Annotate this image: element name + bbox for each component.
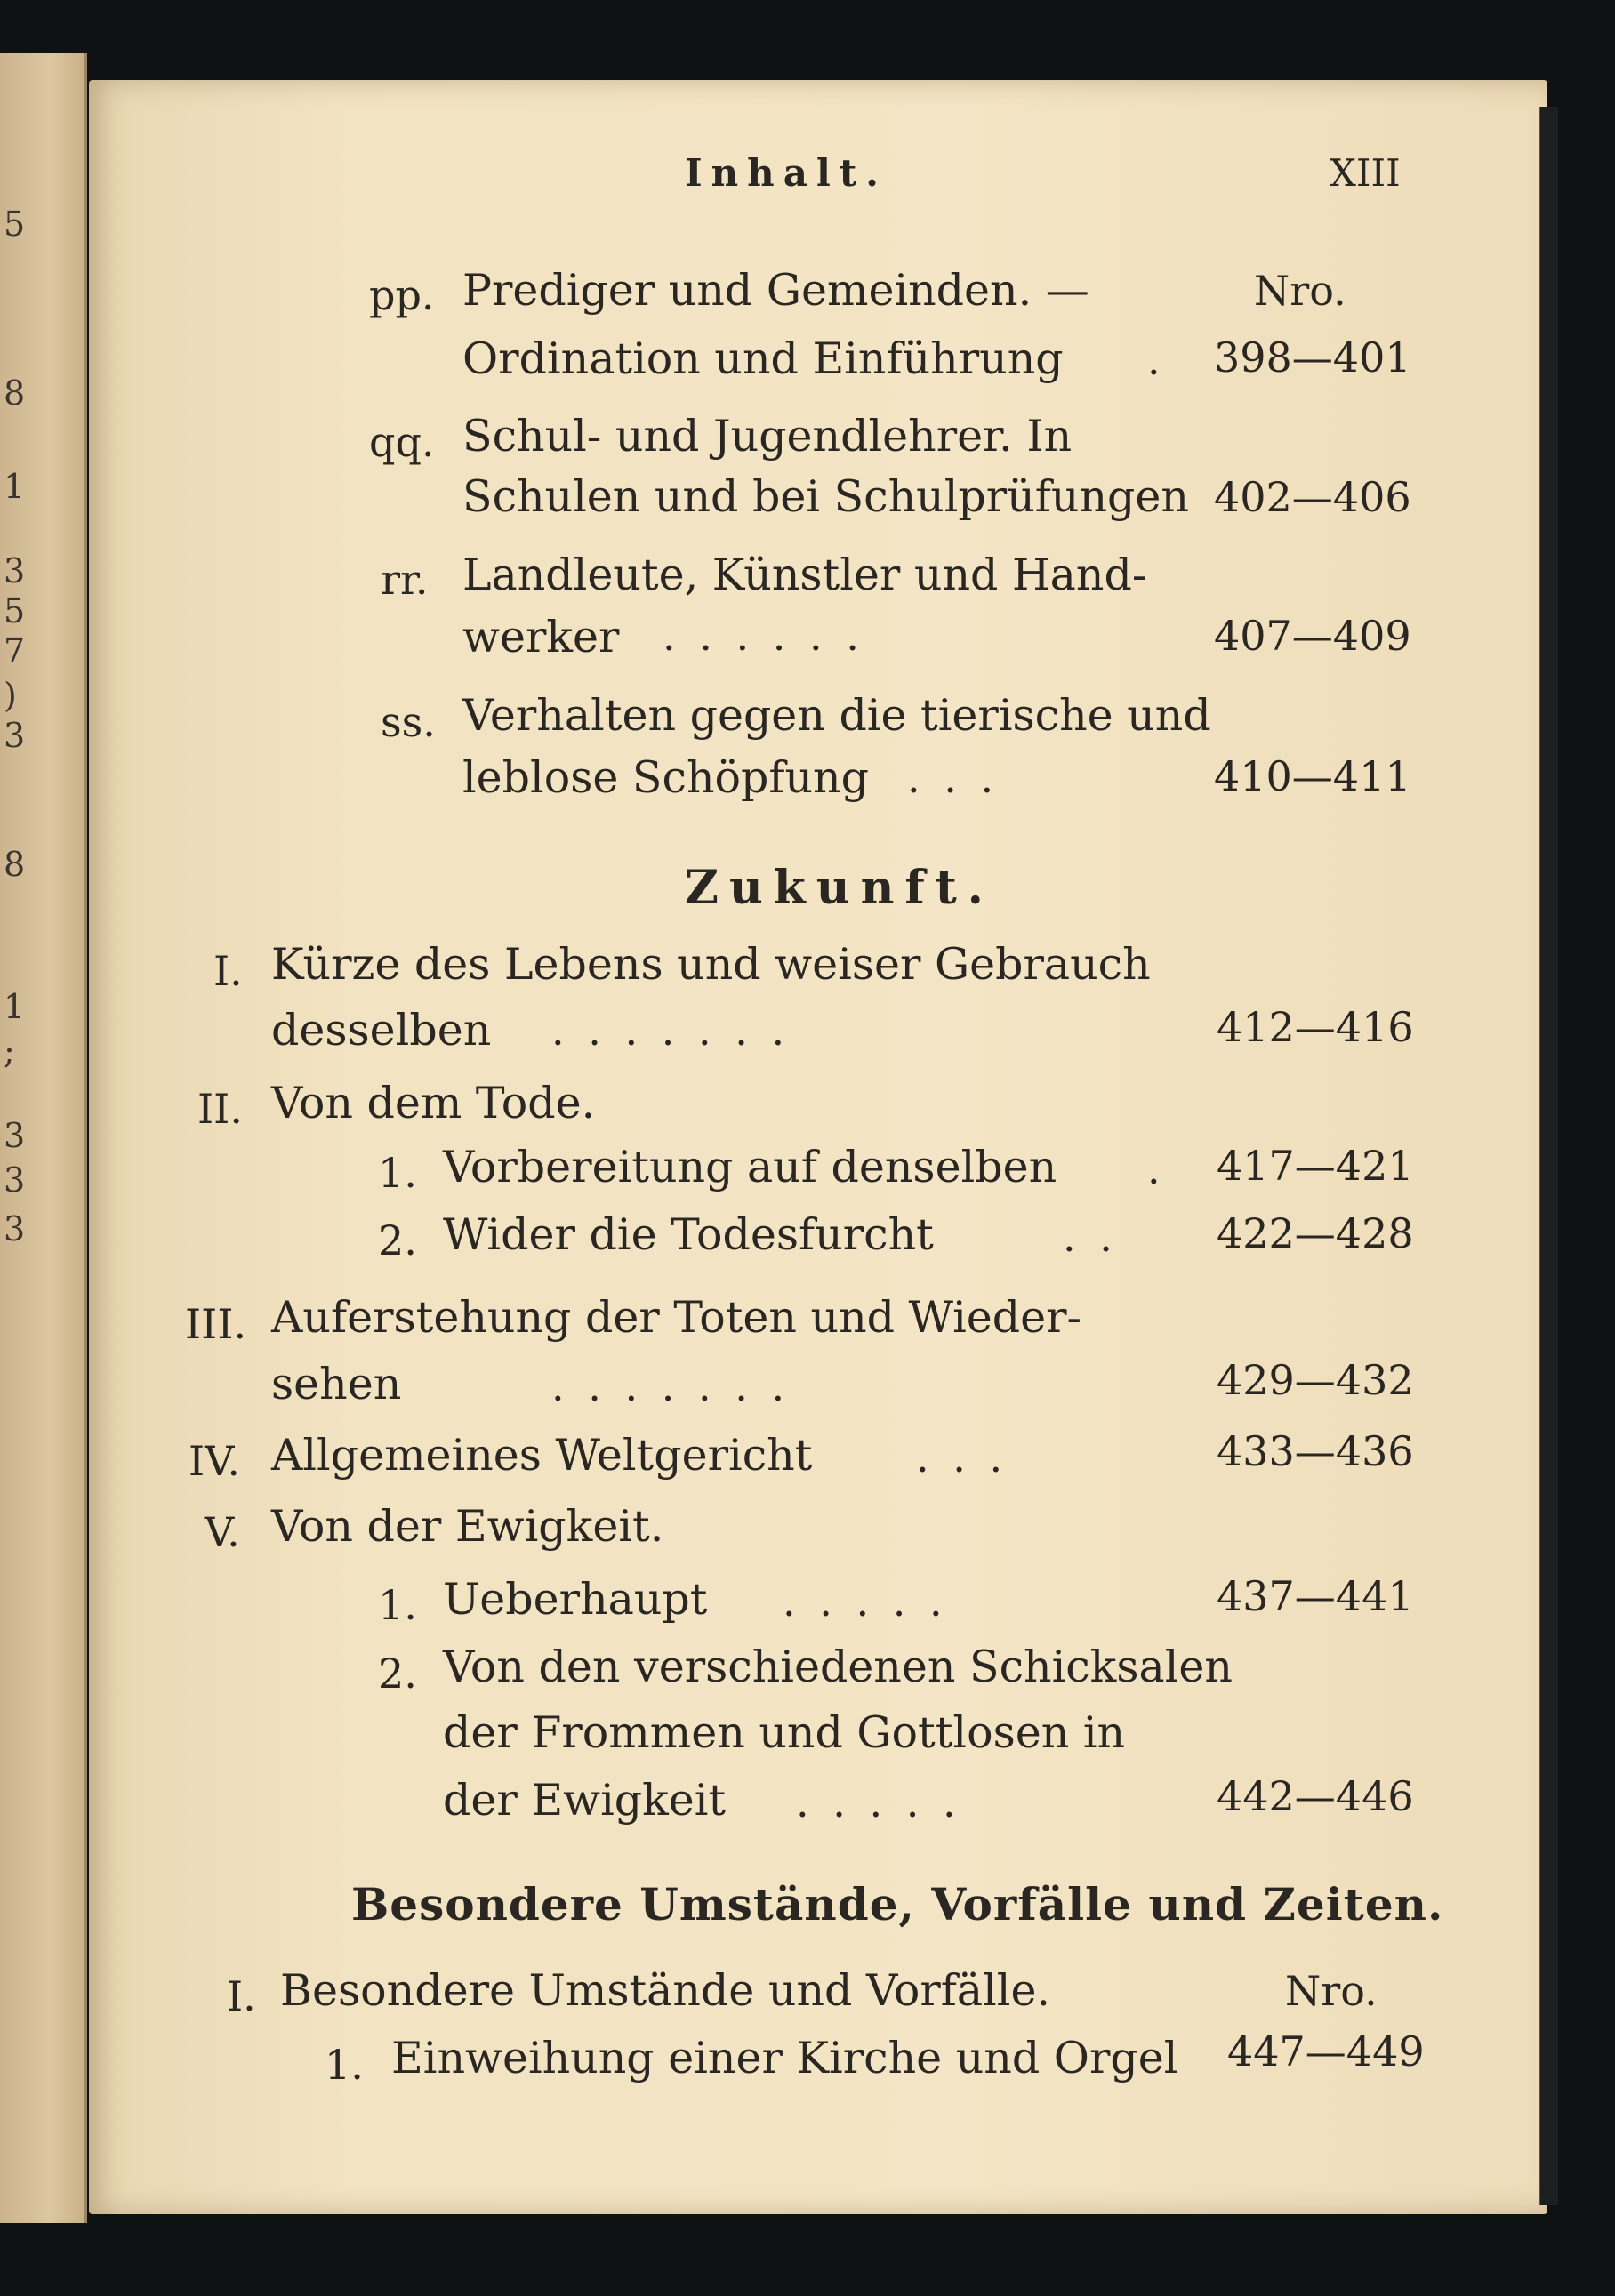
entry-text: Ueberhaupt <box>443 1574 708 1625</box>
entry-pages: 398—401 <box>1214 333 1411 381</box>
nro-label: Nro. <box>1254 267 1346 315</box>
entry-label: pp. <box>369 271 435 319</box>
entry-label: I. <box>213 947 243 995</box>
entry-text: Von der Ewigkeit. <box>271 1501 664 1552</box>
entry-label: II. <box>197 1085 243 1133</box>
margin-mark: 5 <box>4 205 26 244</box>
entry-text: der Frommen und Gottlosen in <box>443 1707 1126 1758</box>
entry-text: Kürze des Lebens und weiser Gebrauch <box>271 939 1151 990</box>
leader-dots: . . . <box>916 1433 1008 1481</box>
entry-text: sehen <box>271 1359 402 1409</box>
leader-dots: . <box>1147 336 1166 384</box>
entry-pages: 429—432 <box>1217 1356 1414 1404</box>
entry-text: werker <box>462 612 620 662</box>
entry-label: rr. <box>381 556 429 604</box>
margin-mark: 3 <box>4 1209 26 1248</box>
entry-pages: 422—428 <box>1217 1209 1414 1257</box>
entry-text: Auferstehung der Toten und Wieder- <box>271 1292 1082 1343</box>
margin-mark: 3 <box>4 1116 26 1155</box>
facing-page-margin-marks <box>0 53 84 2223</box>
section-heading-besondere: Besondere Umstände, Vorfälle und Zeiten. <box>351 1878 1444 1931</box>
entry-pages: 433—436 <box>1217 1427 1414 1475</box>
entry-label: IV. <box>189 1437 240 1485</box>
entry-label: 1. <box>378 1581 417 1629</box>
facing-page-edge <box>0 53 87 2223</box>
entry-pages: 412—416 <box>1217 1003 1414 1051</box>
entry-label: qq. <box>369 418 435 466</box>
entry-label: I. <box>227 1972 256 2020</box>
nro-label: Nro. <box>1285 1967 1378 2015</box>
leader-dots: . <box>1147 1145 1166 1193</box>
margin-mark: 3 <box>4 716 26 755</box>
entry-text: Allgemeines Weltgericht <box>271 1430 813 1481</box>
entry-text: Besondere Umstände und Vorfälle. <box>280 1965 1051 2016</box>
entry-text: Wider die Todesfurcht <box>443 1209 934 1260</box>
entry-label: 2. <box>378 1650 417 1698</box>
margin-mark: ; <box>4 1032 15 1071</box>
margin-mark: 1 <box>4 467 26 506</box>
section-heading-zukunft: Zukunft. <box>685 861 994 915</box>
margin-mark: 3 <box>4 1160 26 1200</box>
entry-label: ss. <box>381 698 436 746</box>
entry-pages: 437—441 <box>1217 1572 1414 1620</box>
page-number: XIII <box>1330 151 1401 195</box>
margin-mark: 5 <box>4 591 26 630</box>
leader-dots: . . . <box>907 754 1000 802</box>
margin-mark: 8 <box>4 845 26 884</box>
entry-text: Einweihung einer Kirche und Orgel <box>391 2033 1178 2083</box>
margin-mark: 1 <box>4 987 26 1026</box>
entry-text: Schulen und bei Schulprüfungen <box>462 471 1189 522</box>
page-edge-shadow <box>1539 107 1558 2205</box>
leader-dots: . . <box>1063 1213 1118 1261</box>
entry-text: leblose Schöpfung <box>462 752 869 803</box>
entry-text: Von den verschiedenen Schicksalen <box>443 1642 1233 1692</box>
margin-mark: 7 <box>4 631 26 670</box>
entry-pages: 402—406 <box>1214 473 1411 521</box>
leader-dots: . . . . . . . <box>551 1362 791 1410</box>
leader-dots: . . . . . . . <box>551 1007 791 1055</box>
entry-label: 2. <box>378 1216 417 1264</box>
entry-text: Schul- und Jugendlehrer. In <box>462 411 1073 462</box>
leader-dots: . . . . . <box>796 1778 961 1826</box>
entry-text: Von dem Tode. <box>271 1078 596 1128</box>
entry-text: Prediger und Gemeinden. — <box>462 265 1089 316</box>
leader-dots: . . . . . <box>783 1577 948 1626</box>
entry-text: der Ewigkeit <box>443 1775 727 1826</box>
entry-pages: 410—411 <box>1214 752 1411 800</box>
entry-text: Vorbereitung auf denselben <box>443 1142 1057 1192</box>
entry-pages: 442—446 <box>1217 1772 1414 1820</box>
entry-text: Verhalten gegen die tierische und <box>462 690 1211 741</box>
margin-mark: 8 <box>4 373 26 413</box>
margin-mark: ) <box>4 676 17 715</box>
entry-pages: 417—421 <box>1217 1142 1414 1190</box>
margin-mark: 3 <box>4 551 26 590</box>
entry-text: Ordination und Einführung <box>462 333 1064 384</box>
running-head-title: Inhalt. <box>685 151 888 195</box>
entry-pages: 447—449 <box>1227 2027 1425 2075</box>
leader-dots: . . . . . . <box>663 612 864 660</box>
entry-pages: 407—409 <box>1214 612 1411 660</box>
entry-text: Landleute, Künstler und Hand- <box>462 550 1147 600</box>
entry-label: III. <box>185 1300 247 1348</box>
entry-label: 1. <box>378 1149 417 1197</box>
entry-text: desselben <box>271 1005 492 1056</box>
entry-label: 1. <box>325 2041 364 2089</box>
entry-label: V. <box>205 1508 240 1556</box>
